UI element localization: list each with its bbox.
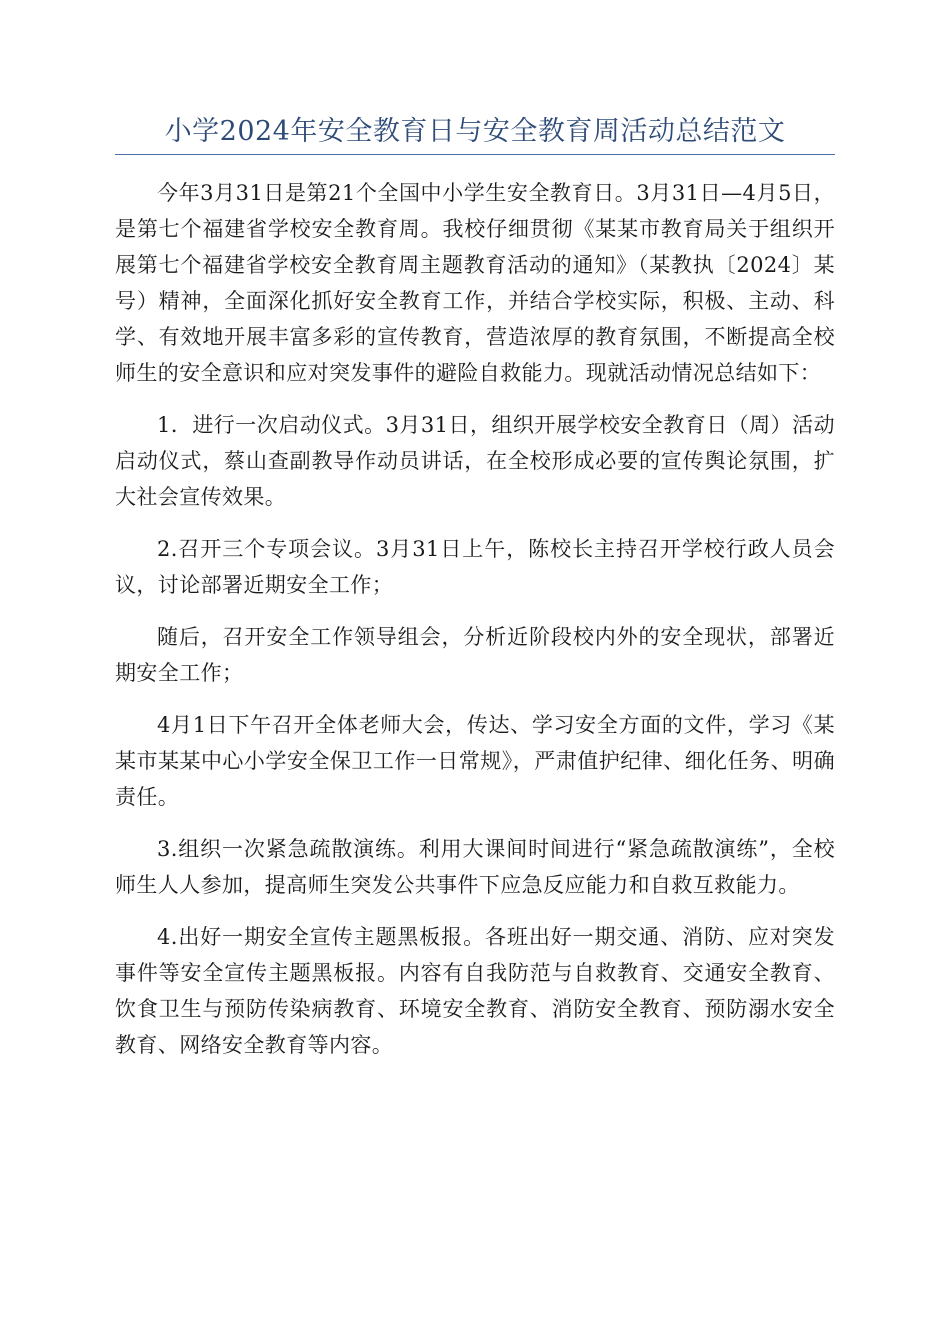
paragraph-item-4: 4.出好一期安全宣传主题黑板报。各班出好一期交通、消防、应对突发事件等安全宣传主题黑板报。内容有自我防范与自救教育、交通安全教育、饮食卫生与预防传染病教育、环境安全教育、消防安全教育、预防溺水安全教育、网络安全教育等内容。	[115, 925, 835, 1057]
title-underline	[115, 154, 835, 155]
document-body	[115, 175, 835, 1079]
paragraph-intro: 今年3月31日是第21个全国中小学生安全教育日。3月31日—4月5日，是第七个福建省学校安全教育周。我校仔细贯彻《某某市教育局关于组织开展第七个福建省学校安全教育周主题教育活动的通知》（某教执〔2024〕某号）精神，全面深化抓好安全教育工作，并结合学校实际，积极、主动、科学、有效地开展丰富多彩的宣传教育，营造浓厚的教育氛围，不断提高全校师生的安全意识和应对突发事件的避险自救能力。现就活动情况总结如下：	[115, 181, 835, 385]
paragraph-item-3: 3.组织一次紧急疏散演练。利用大课间时间进行“紧急疏散演练”，全校师生人人参加，提高师生突发公共事件下应急反应能力和自救互救能力。	[115, 837, 835, 897]
paragraph-item-2-followup: 随后，召开安全工作领导组会，分析近阶段校内外的安全现状，部署近期安全工作；	[115, 625, 835, 685]
paragraph-item-2: 2.召开三个专项会议。3月31日上午，陈校长主持召开学校行政人员会议，讨论部署近期安全工作；	[115, 537, 835, 597]
document-title: 小学2024年安全教育日与安全教育周活动总结范文	[164, 116, 786, 147]
paragraph-item-2-meeting: 4月1日下午召开全体老师大会，传达、学习安全方面的文件，学习《某某市某某中心小学安全保卫工作一日常规》，严肃值护纪律、细化任务、明确责任。	[115, 713, 835, 809]
paragraph-item-1: 1．进行一次启动仪式。3月31日，组织开展学校安全教育日（周）活动启动仪式，蔡山查副教导作动员讲话，在全校形成必要的宣传舆论氛围，扩大社会宣传效果。	[115, 413, 835, 509]
